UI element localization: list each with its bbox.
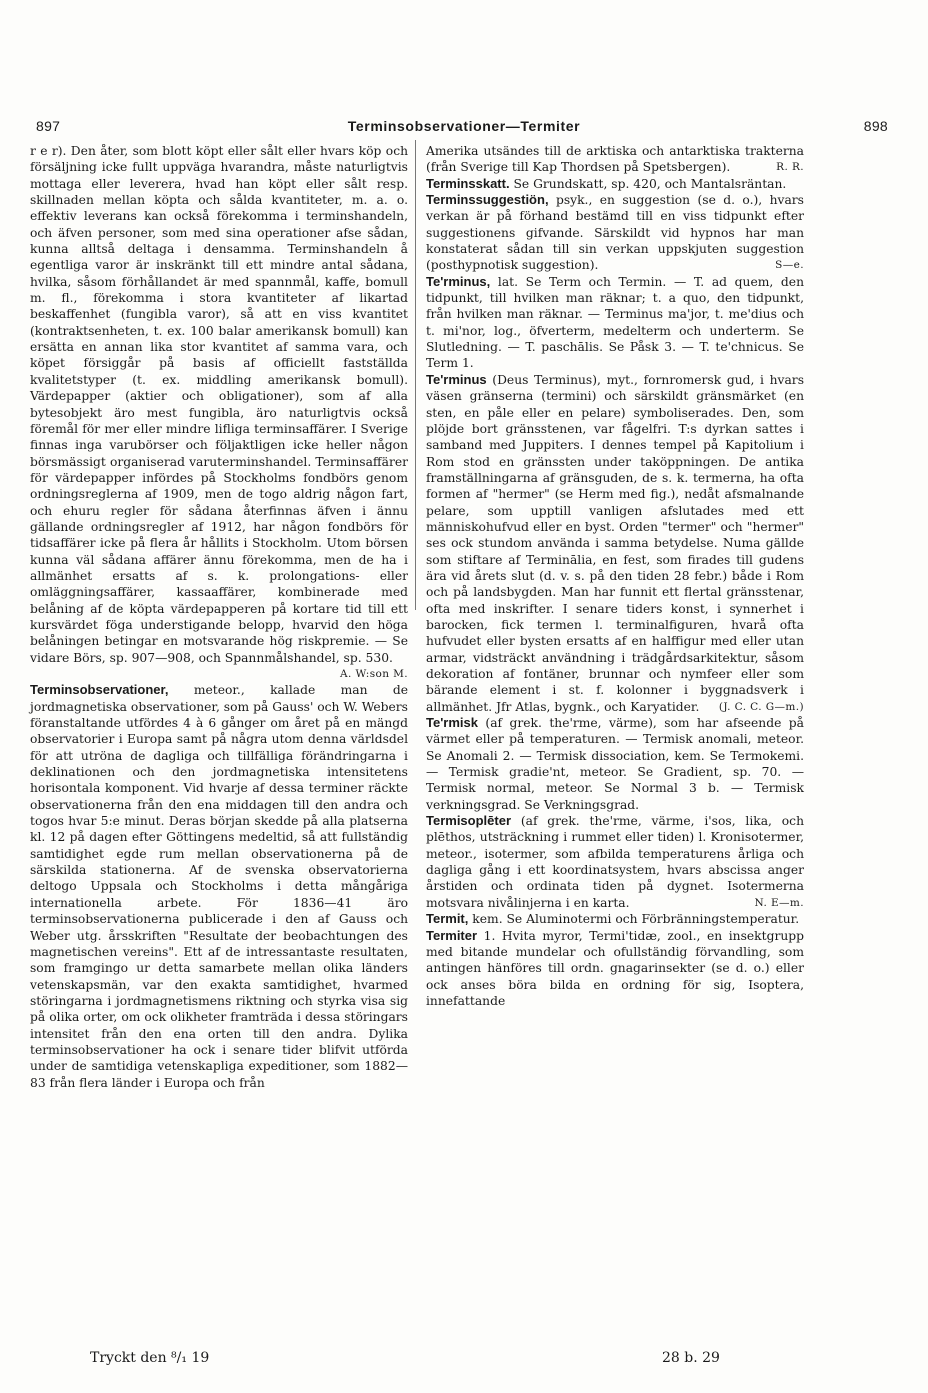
entry-text: (Deus Terminus), myt., fornromersk gud, i hvars väsen gränserna (termini) och särskildt gränsmärket (en sten, en påle eller en pelare) symboliserades. Den, som plöjde bort gränsstenen, var fågelfri. T:s dyrkan sattes i samband med Juppiters. I dennes tempel på Kapitolium i Rom stod en gränssten under taköppningen. De antika framställningarna af gränsguden, de s. k. termerna, ha ofta formen af "hermer" (se Herm med fig.), nedåt afsmalnande pelare, som upptill vanligen afslutades med ett människohufvud eller en byst. Orden "termer" och "hermer" ses ock stundom använda i samma betydelse. Numa gällde som stiftare af Terminālia, en fest, som firades till gudens ära vid årets slut (d. v. s. på den tiden 28 febr.) både i Rom och på landsbygden. Man har funnit ett flertal gränsstenar, ofta med inskrifter. I senare tiders konst, i synnerhet i barocken, fick termen l. terminalfiguren, hvarå ofta hufvudet eller bysten ersatts af en halffigur med eller utan armar, vidsträckt användning i trädgårdsarkitektur, såsom dekoration af fontäner, brunnar och nymfeer eller som bärande element i st. f. kolonner i byggnadsverk i allmänhet. Jfr Atlas, bygnk., och Karyatider. [426, 372, 804, 714]
left-column [30, 143, 408, 1091]
author-signature: R. R. [776, 161, 804, 174]
headword: Te'rmisk [426, 715, 478, 731]
author-signature: N. E—m. [754, 896, 804, 909]
signature-mark: 28 b. 29 [662, 1350, 720, 1366]
entry-text: Amerika utsändes till de arktiska och antarktiska trakterna (från Sverige till Kap Thordsen på Spetsbergen). [426, 144, 804, 175]
entry-text: meteor., kallade man de jordmagnetiska observationer, som på Gauss' och W. Webers föranstaltande utfördes 4 à 6 gånger om året på en mängd observatorier i Europa samt på några utom denna världsdel för att utröna de dagliga och tillfälliga förändringarna i deklinationen och den jordmagnetiska intensitetens horisontala komponent. Vid hvarje af dessa terminer räckte observationerna från den ena middagen till den andra och togos hvar 5:e minut. Deras början skedde på alla platserna kl. 12 på dagen efter Göttingens medeltid, så att fullständig samtidighet egde rum mellan observationerna på de särskilda stationerna. Af de svenska observatorierna deltogo Uppsala och Stockholms i detta mångåriga internationella arbete. För 1836—41 äro terminsobservationerna publicerade i den af Gauss och Weber utg. årsskriften "Resultate der beobachtungen des magnetischen vereins". Ett af de intressantaste resultaten, som framgingo ur detta samarbete mellan olika länders vetenskapsmän, var den exakta samtidighet, hvarmed störingarna i jordmagnetismens riktning och styrka visa sig på olika orter, om ock olikheter framträda i dessa störingars intensitet från den ena orten till den andra. Dylika terminsobservationer ha ock i senare tider blifvit utförda under de samtidiga vetenskapliga expeditioner, som 1882—83 från flera länder i Europa och från [30, 683, 408, 1090]
entry-text: (af grek. the'rme, värme, i'sos, lika, och plēthos, utsträckning i rummet eller tiden) l. Kronisotermer, meteor., isotermer, som afbilda temperaturens årliga och dagliga gång i ett koordinatsystem, hvars abscissa anger årstiden och ordinata tiden på dygnet. Isotermerna motsvara nivålinjerna i en karta. [426, 814, 804, 910]
entry-termisopleter [426, 813, 804, 911]
headword: Te'rminus, [426, 273, 491, 289]
entry-terminus-lat [426, 274, 804, 372]
page-number-right: 898 [863, 118, 888, 134]
column-divider [415, 140, 416, 610]
entry-text: psyk., en suggestion (se d. o.), hvars verkan är på förhand bestämd till en viss tidpunkt efter suggestionens gifvande. Särskildt vid hypnos har man konstaterat sådan till sin verkan uppskjuten suggestion (posthypnotisk suggestion). [426, 193, 804, 273]
page-number-left: 897 [36, 118, 61, 134]
author-signature: A. W:son M. [340, 668, 408, 680]
entry-terminssuggestion [426, 192, 804, 274]
headword: Termiter [426, 927, 478, 943]
entry-terminsskatt [426, 176, 804, 192]
entry-terminsobservationer-continued [426, 143, 804, 176]
entry-text: kem. Se Aluminotermi och Förbränningstemperatur. [468, 912, 800, 927]
running-title: Terminsobservationer—Termiter [347, 118, 581, 134]
entry-terminus-myt [426, 372, 804, 715]
entry-termisk [426, 715, 804, 813]
entry-terminsobservationer [30, 682, 408, 1091]
author-signature: (J. C. C. G—m.) [718, 700, 804, 713]
headword: Terminsskatt. [426, 175, 510, 191]
headword: Terminsobservationer, [30, 682, 169, 698]
headword: Termit, [426, 911, 469, 927]
entry-termiter [426, 928, 804, 1010]
entry-text: r e r). Den åter, som blott köpt eller sålt eller hvars köp och försäljning icke fullt uppväga hvarandra, måste naturligtvis mottaga eller leverera, hvad han köpt eller sålt resp. skillnaden mellan köpta och sålda kvantiteter, m. a. o. effektiv leverans kan också förekomma i terminshandeln, och äfven personer, som med sina operationer afse sådan, kunna alltså deltaga i densamma. Terminshandeln å egentliga varor är inskränkt till ett mindre antal sådana, hvilka, såsom förhållandet är med spannmål, kaffe, bomull m. fl., förekomma i stora kvantiteter af likartad beskaffenhet (fungibla varor), så att en viss kvantitet (kontraktsenheten, t. ex. 100 balar amerikansk bomull) kan ersätta en annan lika stor kvantitet af samma vara, och köpet försiggår på basis af officiellt fastställda kvalitetstyper (t. ex. middling amerikansk bomull). Värdepapper (aktier och obligationer), som af alla bytesobjekt äro mest fungibla, äro naturligtvis också föremål för mer eller mindre lifliga terminsaffärer. I Sverige finnas inga varubörser och följaktligen icke heller någon börsmässigt organiserad varuterminshandel. Terminsaffärer för värdepapper infördes på Stockholms fondbörs genom ordningsreglerna af 1909, men de togo aldrig någon fart, och ehuru regler för sådana återfinnas äfven i ännu gällande ordningsregler af 1912, har någon fondbörs för tidsaffärer icke på flera år hållits i Stockholm. Utom börsen kunna väl sådana affärer ännu förekomma, men de ha i allmänhet ersatts af s. k. prolongations- eller omläggningsaffärer, kassaaffärer, kombinerade med belåning af de köpta värdepapperen på kortare tid till ett kursvärdet föga understigande belopp, hvarvid den höga belåningen betingar en motsvarande hög riskpremie. — Se vidare Börs, sp. 907—908, och Spannmålshandel, sp. 530. [30, 144, 408, 665]
entry-text: 1. Hvita myror, Termi'tidæ, zool., en insektgrupp med bitande mundelar och ofullständig förvandling, som antingen hänföres till ordn. gnagarinsekter (se d. o.) eller ock anses böra bilda en ordning för sig, Isoptera, innefattande [426, 928, 804, 1008]
headword: Te'rminus [426, 371, 487, 387]
headword: Termisoplēter [426, 813, 512, 829]
headword: Terminssuggestiön, [426, 192, 549, 208]
entry-text: lat. Se Term och Termin. — T. ad quem, den tidpunkt, till hvilken man räknar; t. a quo, den tidpunkt, från hvilken man räknar. — Terminus ma'jor, t. me'dius och t. mi'nor, log., öfverterm, medelterm och underterm. Se Slutledning. — T. paschālis. Se Påsk 3. — T. te'chnicus. Se Term 1. [426, 274, 804, 371]
print-date: Tryckt den ⁸/₁ 19 [90, 1350, 210, 1366]
right-column [426, 143, 804, 1009]
author-signature: S—e. [775, 259, 804, 272]
entry-terminshandel-continued [30, 143, 408, 680]
entry-text: (af grek. the'rme, värme), som har afseende på värmet eller på temperaturen. — Termisk anomali, meteor. Se Anomali 2. — Termisk dissociation, kem. Se Termokemi. — Termisk gradie'nt, meteor. Se Gradient, sp. 70. — Termisk normal, meteor. Se Normal 3 b. — Termisk verkningsgrad. Se Verkningsgrad. [426, 716, 804, 812]
entry-text: Se Grundskatt, sp. 420, och Mantalsräntan. [509, 176, 787, 191]
entry-termit [426, 911, 804, 927]
